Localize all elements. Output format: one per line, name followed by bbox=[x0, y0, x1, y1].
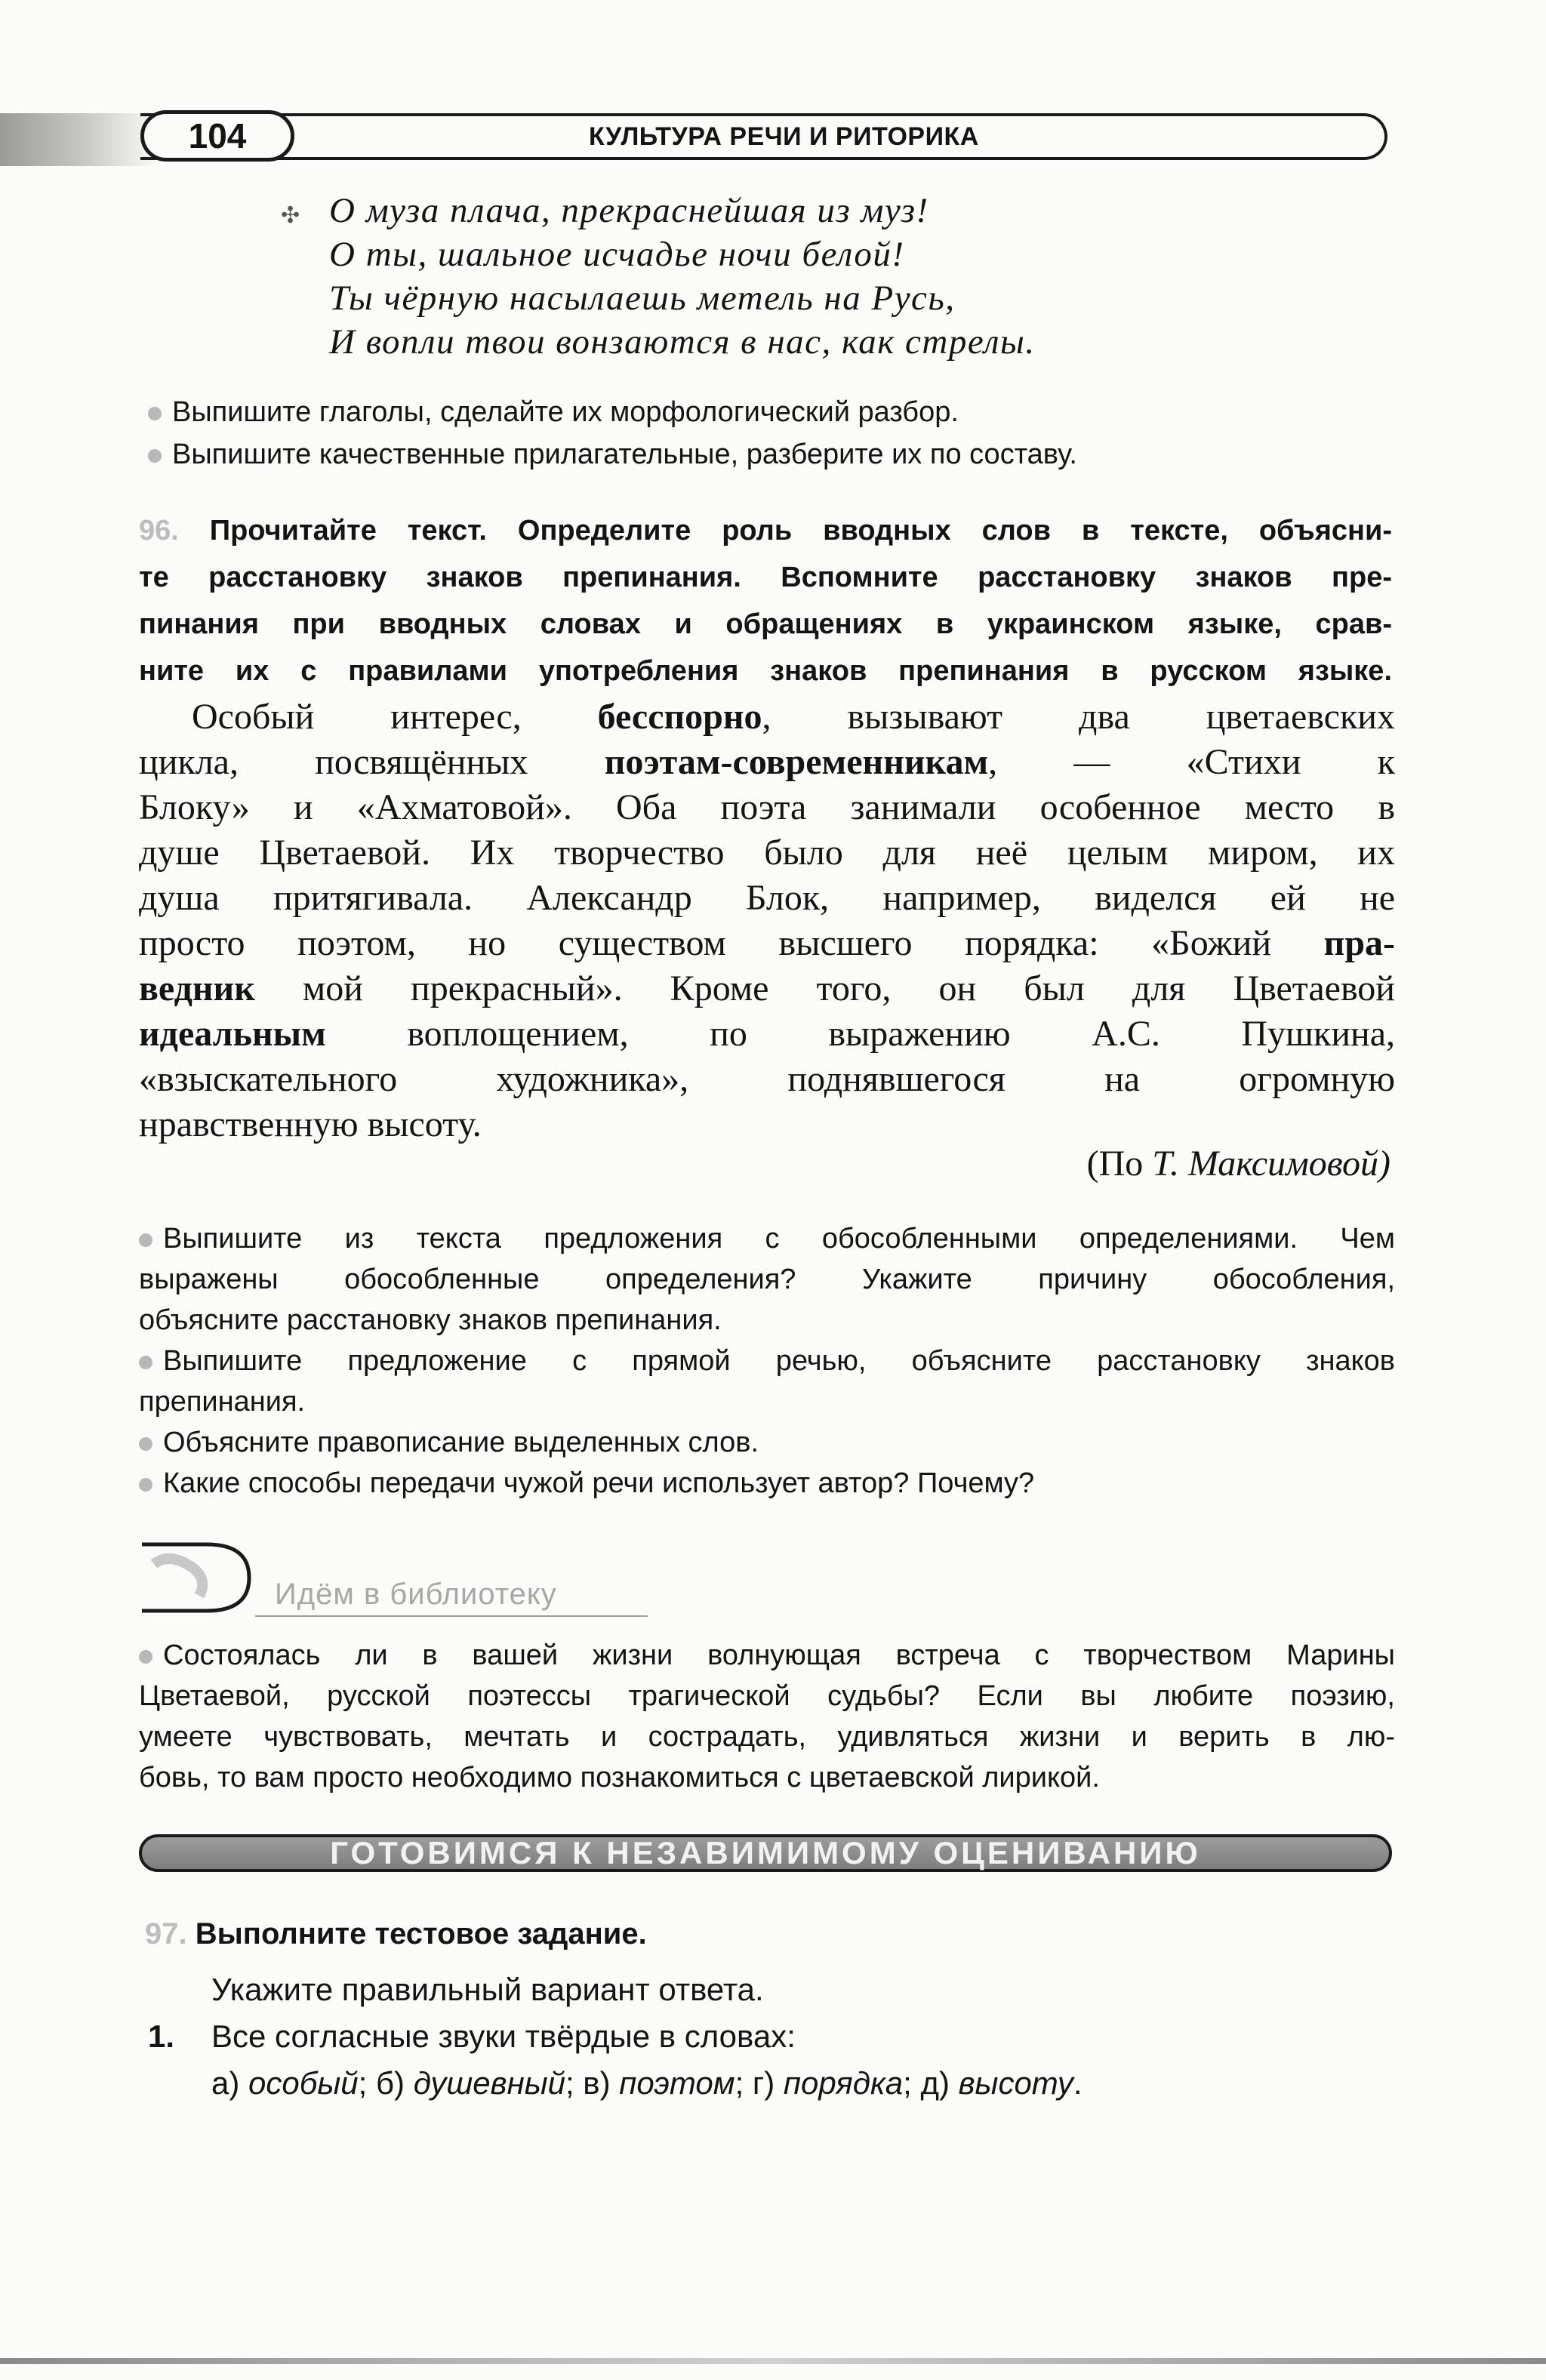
exercise-97-header: 97. Выполните тестовое задание. bbox=[145, 1917, 647, 1950]
library-line: Состоялась ли в вашей жизни волнующая встреча с творчеством Марины bbox=[139, 1635, 1395, 1676]
exercise-number: 97. bbox=[145, 1917, 187, 1950]
poem-line: Ты чёрную насылаешь метель на Русь, bbox=[329, 279, 956, 318]
library-section-title: Идём в библиотеку bbox=[275, 1578, 557, 1611]
poem-task: Выпишите глаголы, сделайте их морфологический разбор. bbox=[148, 393, 959, 432]
text-line: нравственную высоту. bbox=[139, 1104, 482, 1144]
poem bbox=[287, 189, 1036, 364]
assessment-banner: ГОТОВИМСЯ К НЕЗАВИМИМОМУ ОЦЕНИВАНИЮ bbox=[139, 1834, 1392, 1872]
scan-edge-shadow bbox=[0, 113, 159, 166]
library-book-icon bbox=[139, 1541, 252, 1614]
running-title: КУЛЬТУРА РЕЧИ И РИТОРИКА bbox=[589, 122, 979, 151]
page-number: 104 bbox=[140, 110, 294, 162]
poem-task: Выпишите качественные прилагательные, разберите их по составу. bbox=[148, 435, 1077, 474]
poem-marker-icon: ✣ bbox=[281, 203, 300, 228]
text-line: просто поэтом, но существом высшего порядка: «Божий пра- bbox=[139, 923, 1395, 963]
text-line: Блоку» и «Ахматовой». Оба поэта занимали особенное место в bbox=[139, 787, 1395, 827]
text-source: (По Т. Максимовой) bbox=[1086, 1144, 1390, 1184]
library-text bbox=[139, 1635, 1395, 1798]
task-line: Выпишите из текста предложения с обособленными определениями. Чем bbox=[139, 1218, 1395, 1259]
library-line: бовь, то вам просто необходимо познакомиться с цветаевской лирикой. bbox=[139, 1762, 1100, 1793]
exercise-96-tasks bbox=[139, 1218, 1395, 1504]
library-line: умеете чувствовать, мечтать и сострадать, удивляться жизни и верить в лю- bbox=[139, 1721, 1395, 1753]
poem-line: О муза плача, прекраснейшая из муз! bbox=[329, 191, 929, 230]
exercise-97-instruction: Укажите правильный вариант ответа. bbox=[211, 1972, 764, 2007]
bullet-icon bbox=[148, 407, 162, 420]
option-a: особый bbox=[248, 2065, 359, 2101]
question-text: Все согласные звуки твёрдые в словах: bbox=[211, 2018, 796, 2054]
task-line: объясните расстановку знаков препинания. bbox=[139, 1304, 722, 1336]
text-line: ведник мой прекрасный». Кроме того, он был для Цветаевой bbox=[139, 968, 1395, 1008]
exercise-96-text bbox=[139, 694, 1395, 1147]
bullet-icon bbox=[139, 1437, 152, 1451]
library-title-underline bbox=[255, 1615, 648, 1617]
text-line: цикла, посвящённых поэтам-современникам, — «Стихи к bbox=[139, 742, 1396, 782]
task-line: Какие способы передачи чужой речи использует автор? Почему? bbox=[139, 1463, 1395, 1504]
task-line: препинания. bbox=[139, 1386, 306, 1418]
bullet-icon bbox=[139, 1478, 152, 1492]
task-line: Объясните правописание выделенных слов. bbox=[139, 1422, 1395, 1463]
library-line: Цветаевой, русской поэтессы трагической судьбы? Если вы любите поэзию, bbox=[139, 1680, 1395, 1712]
text-line: душе Цветаевой. Их творчество было для неё целым миром, их bbox=[139, 833, 1395, 873]
scan-bottom-edge bbox=[0, 2358, 1546, 2364]
exercise-96-header: 96. Прочитайте текст. Определите роль вводных слов в тексте, объясни- те расстановку знаков препинания. Вспомните расстановку знаков пре- пинания при вводных словах и обращениях в украинском языке, срав- ните их с правилами употребления знаков препинания в русском языке. bbox=[139, 515, 1392, 687]
bullet-icon bbox=[139, 1650, 152, 1664]
option-b: душевный bbox=[413, 2065, 565, 2101]
text-line: Особый интерес, бесспорно, вызывают два цветаевских bbox=[192, 697, 1395, 737]
bullet-icon bbox=[139, 1356, 152, 1369]
bullet-icon bbox=[148, 449, 162, 463]
text-line: идеальным воплощением, по выражению А.С. Пушкина, bbox=[139, 1014, 1395, 1054]
option-e: высоту bbox=[958, 2065, 1073, 2101]
option-d: порядка bbox=[783, 2065, 904, 2101]
poem-line: И вопли твои вонзаются в нас, как стрелы. bbox=[329, 322, 1036, 362]
bullet-icon bbox=[139, 1233, 152, 1247]
exercise-number: 96. bbox=[139, 515, 179, 547]
option-c: поэтом bbox=[619, 2065, 735, 2101]
task-line: Выпишите предложение с прямой речью, объясните расстановку знаков bbox=[139, 1341, 1395, 1381]
question-options: а) особый; б) душевный; в) поэтом; г) порядка; д) высоту. bbox=[211, 2065, 1083, 2101]
poem-line: О ты, шальное исчадье ночи белой! bbox=[329, 235, 905, 274]
task-line: выражены обособленные определения? Укажите причину обособления, bbox=[139, 1264, 1395, 1295]
question-number: 1. bbox=[148, 2018, 175, 2054]
text-line: душа притягивала. Александр Блок, например, виделся ей не bbox=[139, 878, 1395, 918]
text-line: «взыскательного художника», поднявшегося на огромную bbox=[139, 1059, 1395, 1099]
